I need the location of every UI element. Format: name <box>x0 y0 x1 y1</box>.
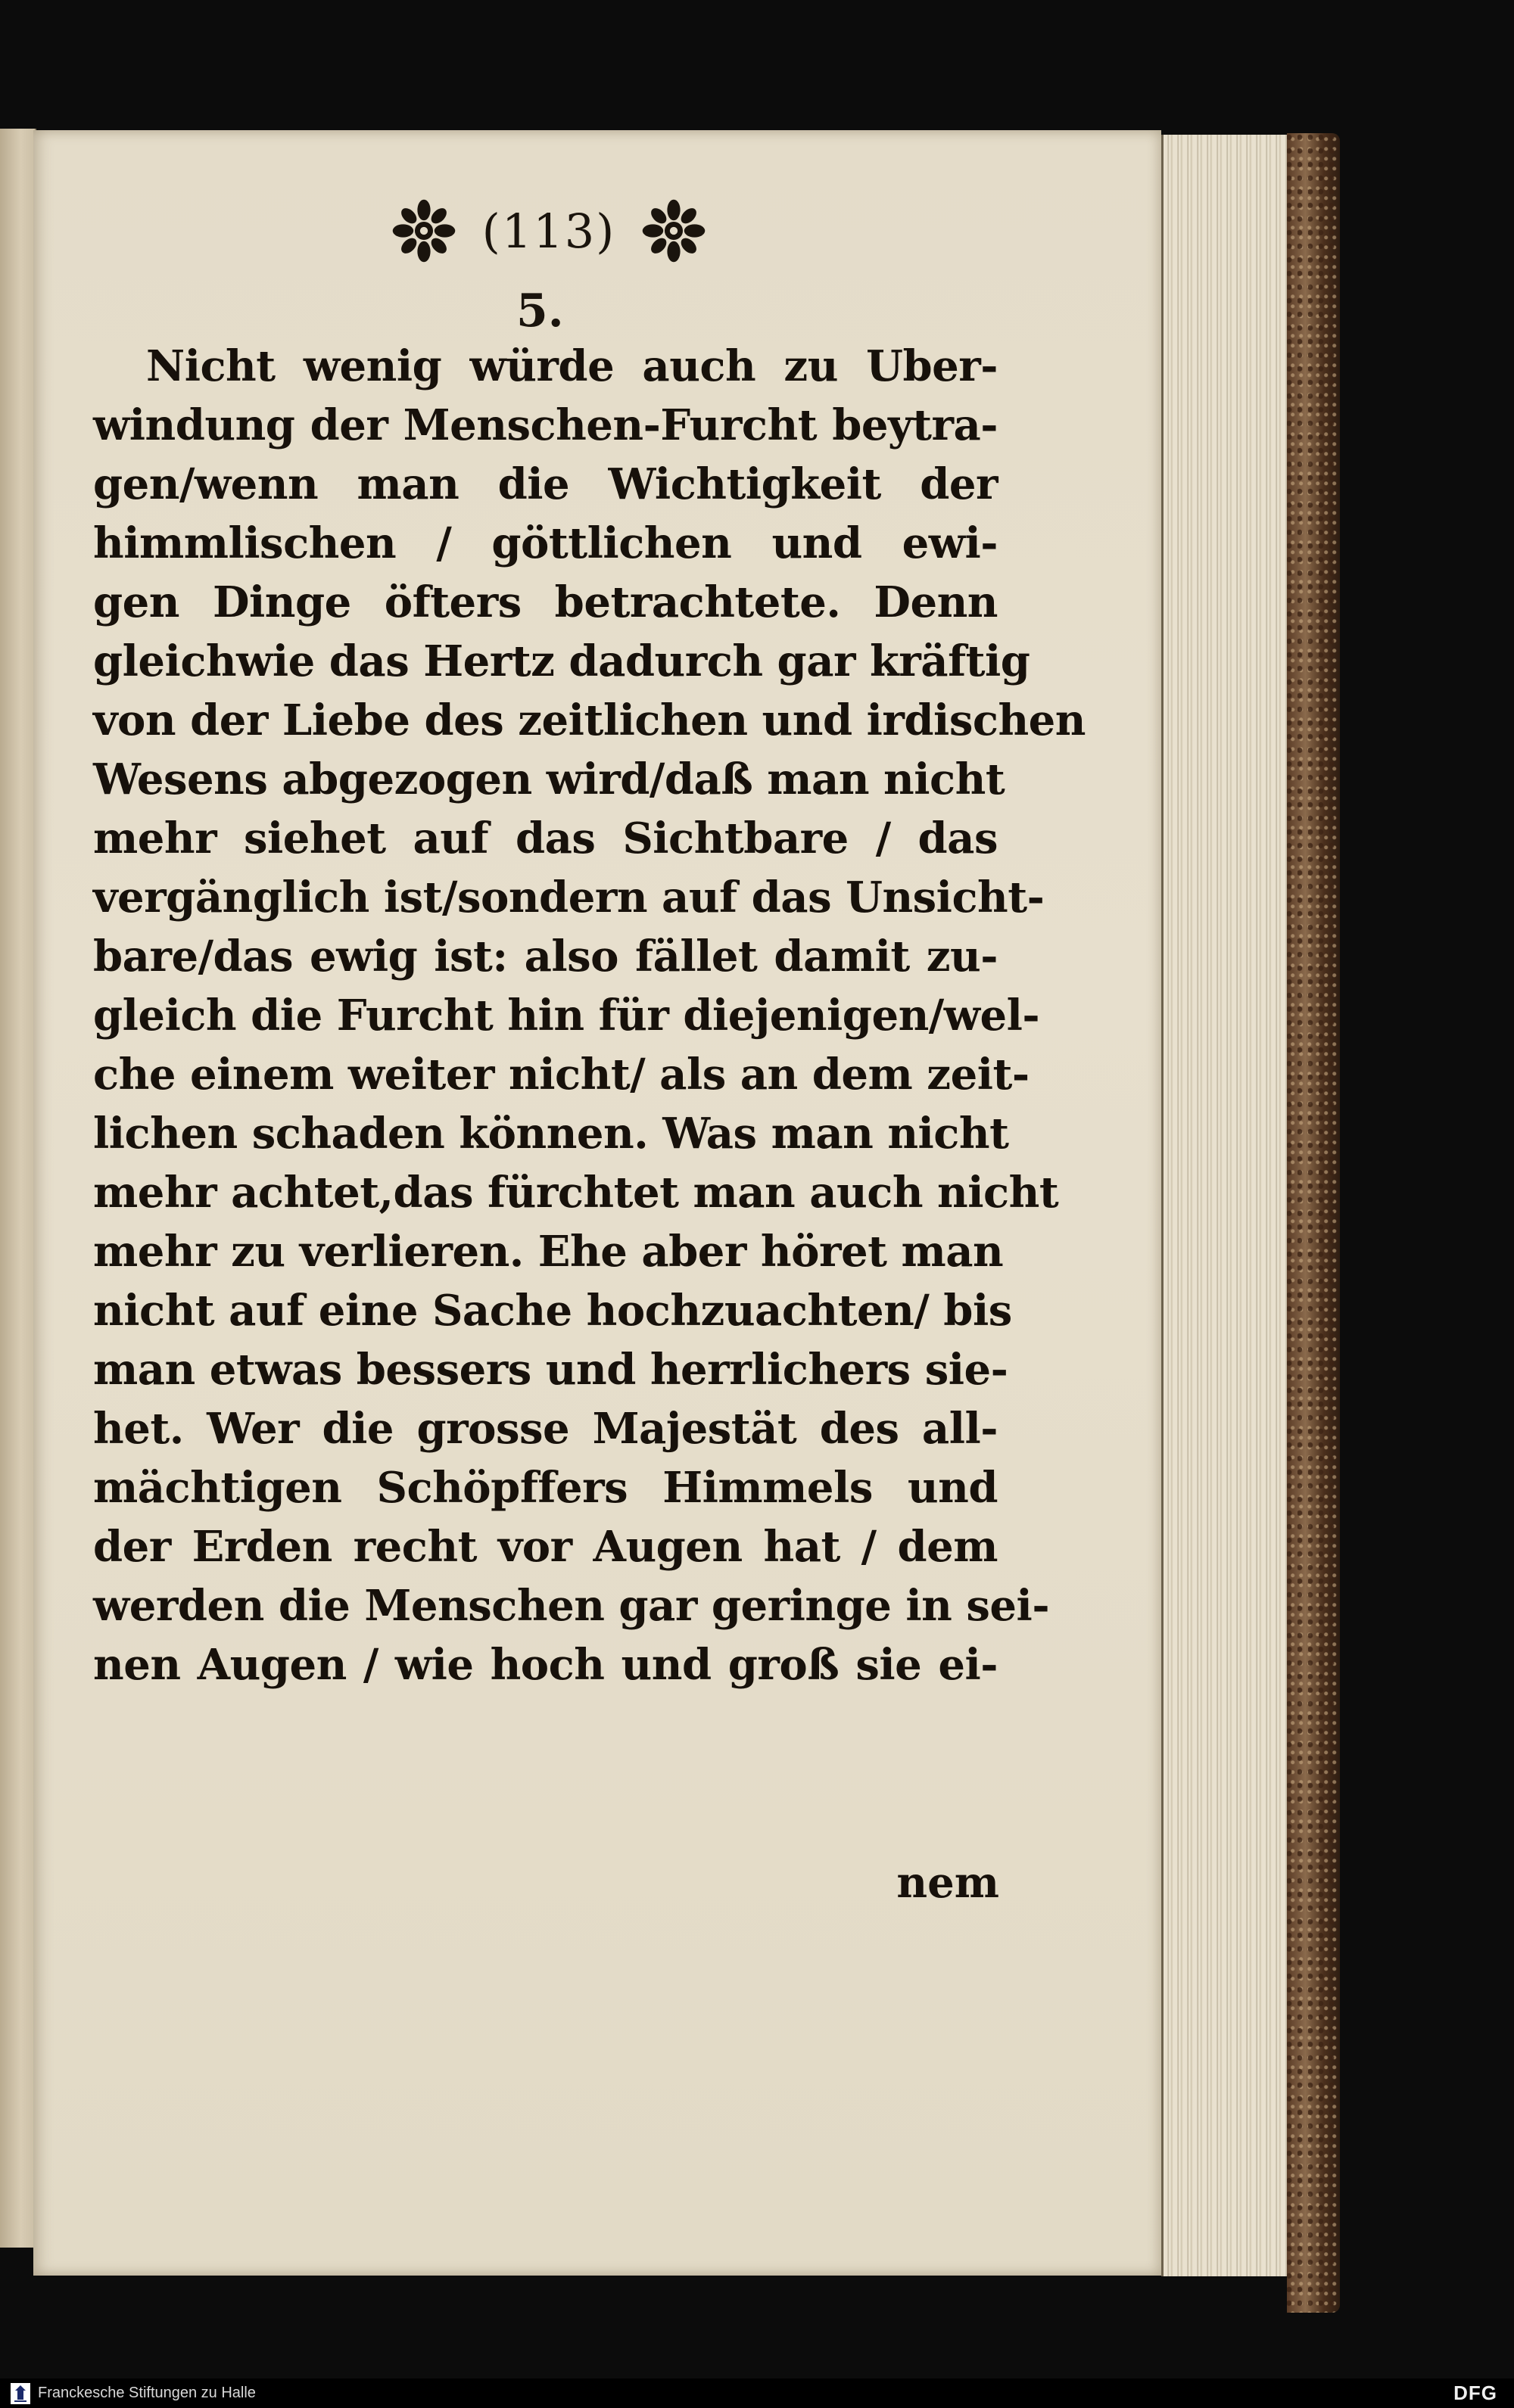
text-line: mehr achtet,das fürchtet man auch nicht <box>93 1168 1059 1218</box>
francke-foundation-logo-icon <box>11 2383 30 2404</box>
page-header <box>390 193 708 269</box>
text-line: windung der Menschen-Furcht beytra- <box>93 400 998 450</box>
catchword: nem <box>896 1858 999 1908</box>
right-flower-ornament-icon <box>641 198 706 263</box>
left-flower-ornament-icon <box>391 198 456 263</box>
book-cover-edge <box>1287 133 1340 2313</box>
text-line: man etwas bessers und herrlichers sie- <box>93 1345 1008 1395</box>
institution-name: Franckesche Stiftungen zu Halle <box>38 2385 256 2401</box>
text-line: mehr siehet auf das Sichtbare / das <box>93 814 998 863</box>
text-line: himmlischen / göttlichen und ewi- <box>93 518 998 568</box>
text-line: Wesens abgezogen wird/daß man nicht <box>93 754 1005 804</box>
text-line: gleich die Furcht hin für diejenigen/wel- <box>93 991 1040 1041</box>
text-line: bare/das ewig ist: also fället damit zu- <box>93 932 998 982</box>
text-line: der Erden recht vor Augen hat / dem <box>93 1522 998 1572</box>
text-line: gen Dinge öfters betrachtete. Denn <box>93 577 998 627</box>
text-line: mächtigen Schöpffers Himmels und <box>93 1463 998 1513</box>
text-line: nicht auf eine Sache hochzuachten/ bis <box>93 1286 1012 1336</box>
text-line: werden die Menschen gar geringe in sei- <box>93 1581 1050 1631</box>
page-number: (113) <box>481 203 616 259</box>
text-line: het. Wer die grosse Majestät des all- <box>93 1404 998 1454</box>
footer-bar <box>0 2378 1514 2408</box>
text-line: mehr zu verlieren. Ehe aber höret man <box>93 1227 1004 1277</box>
section-number: 5. <box>516 285 564 338</box>
text-line: che einem weiter nicht/ als an dem zeit- <box>93 1050 1030 1100</box>
left-page-edge <box>0 129 36 2248</box>
text-line: lichen schaden können. Was man nicht <box>93 1109 1009 1159</box>
text-line: vergänglich ist/sondern auf das Unsicht- <box>93 873 1045 922</box>
text-line: von der Liebe des zeitlichen und irdischen <box>93 695 1086 745</box>
text-line: gleichwie das Hertz dadurch gar kräftig <box>93 636 1030 686</box>
body-text <box>93 337 1086 1694</box>
text-line: nen Augen / wie hoch und groß sie ei- <box>93 1640 998 1690</box>
footer-institution <box>0 2383 256 2404</box>
text-line: gen/wenn man die Wichtigkeit der <box>93 459 998 509</box>
funder-logo-text: DFG <box>1453 2382 1497 2404</box>
page-fore-edge <box>1161 135 1291 2276</box>
text-line: Nicht wenig würde auch zu Uber- <box>146 341 998 391</box>
